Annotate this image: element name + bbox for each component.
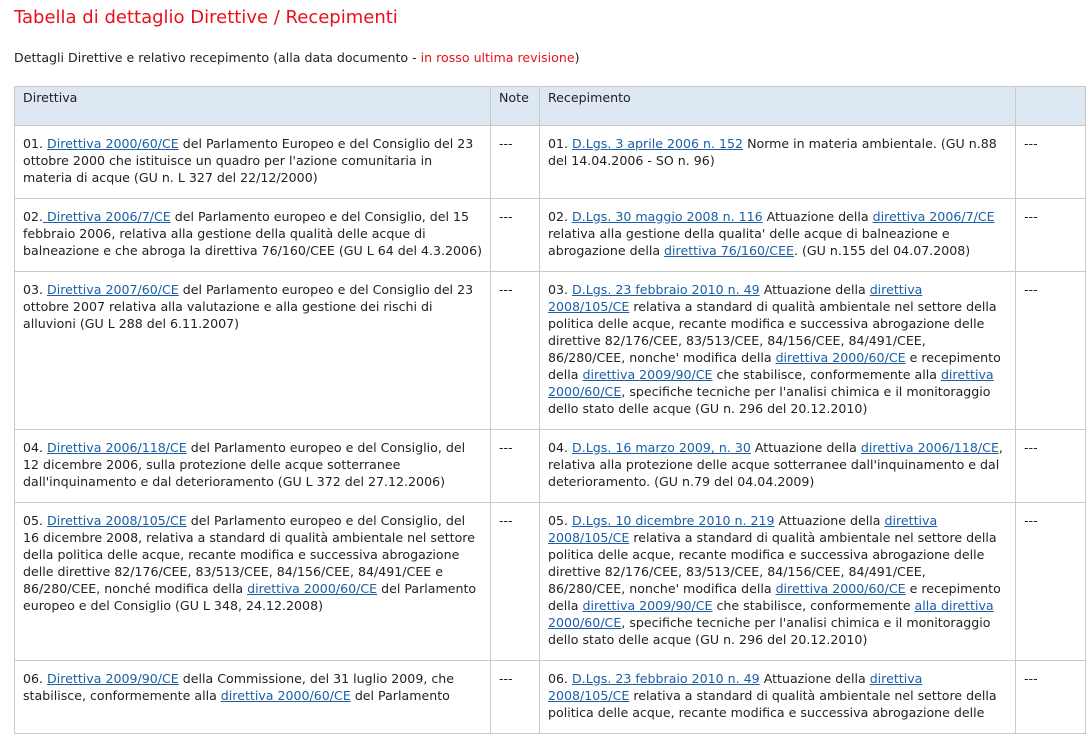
row-number: 01. bbox=[548, 136, 573, 151]
transposition-text: , specifiche tecniche per l'analisi chimica e il monitoraggio dello stato delle acque (GU n. 296 del 20.12.2010) bbox=[548, 615, 991, 647]
transposition-text: relativa a standard di qualità ambientale nel settore della politica delle acque, recante modifica e successiva abrogazione delle direttive 82/176/CEE, 83/513/CEE, 84/156/CEE, 84/491/CEE, 86/280/CEE, nonche' modifica della bbox=[548, 530, 997, 596]
directive-cell bbox=[15, 430, 491, 503]
page-title: Tabella di dettaglio Direttive / Recepimenti bbox=[14, 7, 398, 28]
extra-cell: --- bbox=[1016, 126, 1086, 199]
transposition-text: relativa a standard di qualità ambientale nel settore della politica delle acque, recante modifica e successiva abrogazione delle bbox=[548, 688, 997, 720]
transposition-text: che stabilisce, conformemente bbox=[712, 598, 915, 613]
column-header-note: Note bbox=[491, 87, 540, 126]
decree-link[interactable]: D.Lgs. 3 aprile 2006 n. 152 bbox=[572, 136, 744, 151]
extra-cell: --- bbox=[1016, 430, 1086, 503]
transposition-text: Norme in materia ambientale. (GU n.88 del 14.04.2006 - SO n. 96) bbox=[548, 136, 997, 168]
directive-link[interactable]: direttiva 2006/118/CE bbox=[860, 440, 999, 455]
table-row bbox=[15, 272, 1086, 430]
row-number: 04. bbox=[548, 440, 573, 455]
row-number: 06. bbox=[23, 671, 48, 686]
directive-link[interactable]: Direttiva 2009/90/CE bbox=[47, 671, 179, 686]
transposition-text: Attuazione della bbox=[762, 209, 873, 224]
directive-cell bbox=[15, 503, 491, 661]
extra-cell: --- bbox=[1016, 661, 1086, 734]
directive-link[interactable]: Direttiva 2006/7/CE bbox=[43, 209, 171, 224]
directive-text: della Commissione, del 31 luglio 2009, che stabilisce, conformemente alla bbox=[23, 671, 454, 703]
subtitle-red-note: in rosso ultima revisione bbox=[420, 50, 575, 65]
directives-table bbox=[14, 86, 1086, 734]
transposition-cell bbox=[540, 199, 1016, 272]
row-number: 01. bbox=[23, 136, 48, 151]
extra-cell: --- bbox=[1016, 503, 1086, 661]
table-row bbox=[15, 199, 1086, 272]
directive-link[interactable]: direttiva 2009/90/CE bbox=[582, 598, 713, 613]
page-subtitle bbox=[14, 50, 580, 65]
transposition-text: che stabilisce, conformemente alla bbox=[712, 367, 941, 382]
row-number: 06. bbox=[548, 671, 573, 686]
row-number: 02. bbox=[23, 209, 44, 224]
directive-text: del Parlamento europeo e del Consiglio, del 15 febbraio 2006, relativa alla gestione della qualità delle acque di balneazione e che abroga la direttiva 76/160/CEE (GU L 64 del 4.3.2006) bbox=[23, 209, 482, 258]
extra-cell: --- bbox=[1016, 199, 1086, 272]
directive-cell bbox=[15, 199, 491, 272]
directive-text: del Parlamento europeo e del Consiglio, del 16 dicembre 2008, relativa a standard di qualità ambientale nel settore della politica delle acque, recante modifica e successiva abrogazione delle direttive 82/176/CEE, 83/513/CEE, 84/156/CEE, 84/491/CEE e 86/280/CEE, nonché modifica della bbox=[23, 513, 475, 596]
note-cell: --- bbox=[491, 272, 540, 430]
directive-cell bbox=[15, 126, 491, 199]
table-row bbox=[15, 661, 1086, 734]
directive-text: del Parlamento bbox=[350, 688, 450, 703]
transposition-text: relativa a standard di qualità ambientale nel settore della politica delle acque, recante modifica e successiva abrogazione delle direttive 82/176/CEE, 83/513/CEE, 84/156/CEE, 84/491/CEE, 86/280/CEE, nonche' modifica della bbox=[548, 299, 997, 365]
transposition-cell bbox=[540, 272, 1016, 430]
table-row bbox=[15, 503, 1086, 661]
directive-link[interactable]: direttiva 2000/60/CE bbox=[247, 581, 378, 596]
transposition-text: Attuazione della bbox=[750, 440, 861, 455]
directive-link[interactable]: direttiva 2008/105/CE bbox=[548, 513, 938, 545]
transposition-text: e recepimento della bbox=[548, 350, 1001, 382]
row-number: 05. bbox=[23, 513, 48, 528]
directive-link[interactable]: direttiva 2000/60/CE bbox=[775, 350, 906, 365]
decree-link[interactable]: D.Lgs. 16 marzo 2009, n. 30 bbox=[572, 440, 751, 455]
column-header-recepimento: Recepimento bbox=[540, 87, 1016, 126]
directive-text: del Parlamento europeo e del Consiglio del 23 ottobre 2007 relativa alla valutazione e alla gestione dei rischi di alluvioni (GU L 288 del 6.11.2007) bbox=[23, 282, 474, 331]
directive-cell bbox=[15, 661, 491, 734]
row-number: 03. bbox=[548, 282, 573, 297]
transposition-text: , relativa alla protezione delle acque sotterranee dall'inquinamento e dal deterioramento. (GU n.79 del 04.04.2009) bbox=[548, 440, 1003, 489]
column-header-empty bbox=[1016, 87, 1086, 126]
transposition-text: Attuazione della bbox=[759, 282, 870, 297]
note-cell: --- bbox=[491, 503, 540, 661]
directive-text: del Parlamento europeo e del Consiglio, del 12 dicembre 2006, sulla protezione delle acque sotterranee dall'inquinamento e dal deterioramento (GU L 372 del 27.12.2006) bbox=[23, 440, 466, 489]
directive-link[interactable]: Direttiva 2007/60/CE bbox=[47, 282, 179, 297]
directive-link[interactable]: Direttiva 2008/105/CE bbox=[47, 513, 187, 528]
decree-link[interactable]: D.Lgs. 23 febbraio 2010 n. 49 bbox=[572, 671, 760, 686]
transposition-text: , specifiche tecniche per l'analisi chimica e il monitoraggio dello stato delle acque (GU n. 296 del 20.12.2010) bbox=[548, 384, 991, 416]
note-cell: --- bbox=[491, 430, 540, 503]
directive-link[interactable]: direttiva 2008/105/CE bbox=[548, 282, 923, 314]
transposition-text: relativa alla gestione della qualita' delle acque di balneazione e abrogazione della bbox=[548, 226, 950, 258]
directive-link[interactable]: Direttiva 2000/60/CE bbox=[47, 136, 179, 151]
note-cell: --- bbox=[491, 126, 540, 199]
directive-text: del Parlamento Europeo e del Consiglio del 23 ottobre 2000 che istituisce un quadro per l'azione comunitaria in materia di acque (GU n. L 327 del 22/12/2000) bbox=[23, 136, 474, 185]
decree-link[interactable]: D.Lgs. 23 febbraio 2010 n. 49 bbox=[572, 282, 760, 297]
subtitle-text: Dettagli Direttive e relativo recepimento (alla data documento - bbox=[14, 50, 421, 65]
table-header-row bbox=[15, 87, 1086, 126]
directive-link[interactable]: Direttiva 2006/118/CE bbox=[47, 440, 187, 455]
transposition-text: . (GU n.155 del 04.07.2008) bbox=[794, 243, 971, 258]
transposition-cell bbox=[540, 430, 1016, 503]
row-number: 05. bbox=[548, 513, 573, 528]
transposition-cell bbox=[540, 503, 1016, 661]
note-cell: --- bbox=[491, 199, 540, 272]
directive-link[interactable]: direttiva 76/160/CEE bbox=[664, 243, 794, 258]
subtitle-end: ) bbox=[574, 50, 580, 65]
extra-cell: --- bbox=[1016, 272, 1086, 430]
directive-link[interactable]: alla direttiva 2000/60/CE bbox=[548, 598, 994, 630]
directive-link[interactable]: direttiva 2000/60/CE bbox=[220, 688, 351, 703]
table-row bbox=[15, 430, 1086, 503]
transposition-text: Attuazione della bbox=[774, 513, 885, 528]
directive-link[interactable]: direttiva 2000/60/CE bbox=[775, 581, 906, 596]
directive-link[interactable]: direttiva 2008/105/CE bbox=[548, 671, 923, 703]
note-cell: --- bbox=[491, 661, 540, 734]
directive-link[interactable]: direttiva 2006/7/CE bbox=[872, 209, 995, 224]
transposition-text: Attuazione della bbox=[759, 671, 870, 686]
column-header-direttiva: Direttiva bbox=[15, 87, 491, 126]
table-row bbox=[15, 126, 1086, 199]
row-number: 02. bbox=[548, 209, 573, 224]
decree-link[interactable]: D.Lgs. 30 maggio 2008 n. 116 bbox=[572, 209, 763, 224]
row-number: 03. bbox=[23, 282, 48, 297]
transposition-cell bbox=[540, 126, 1016, 199]
directive-cell bbox=[15, 272, 491, 430]
transposition-cell bbox=[540, 661, 1016, 734]
row-number: 04. bbox=[23, 440, 48, 455]
directive-text: del Parlamento europeo e del Consiglio (GU L 348, 24.12.2008) bbox=[23, 581, 477, 613]
directive-link[interactable]: direttiva 2000/60/CE bbox=[548, 367, 994, 399]
decree-link[interactable]: D.Lgs. 10 dicembre 2010 n. 219 bbox=[572, 513, 775, 528]
directive-link[interactable]: direttiva 2009/90/CE bbox=[582, 367, 713, 382]
transposition-text: e recepimento della bbox=[548, 581, 1001, 613]
